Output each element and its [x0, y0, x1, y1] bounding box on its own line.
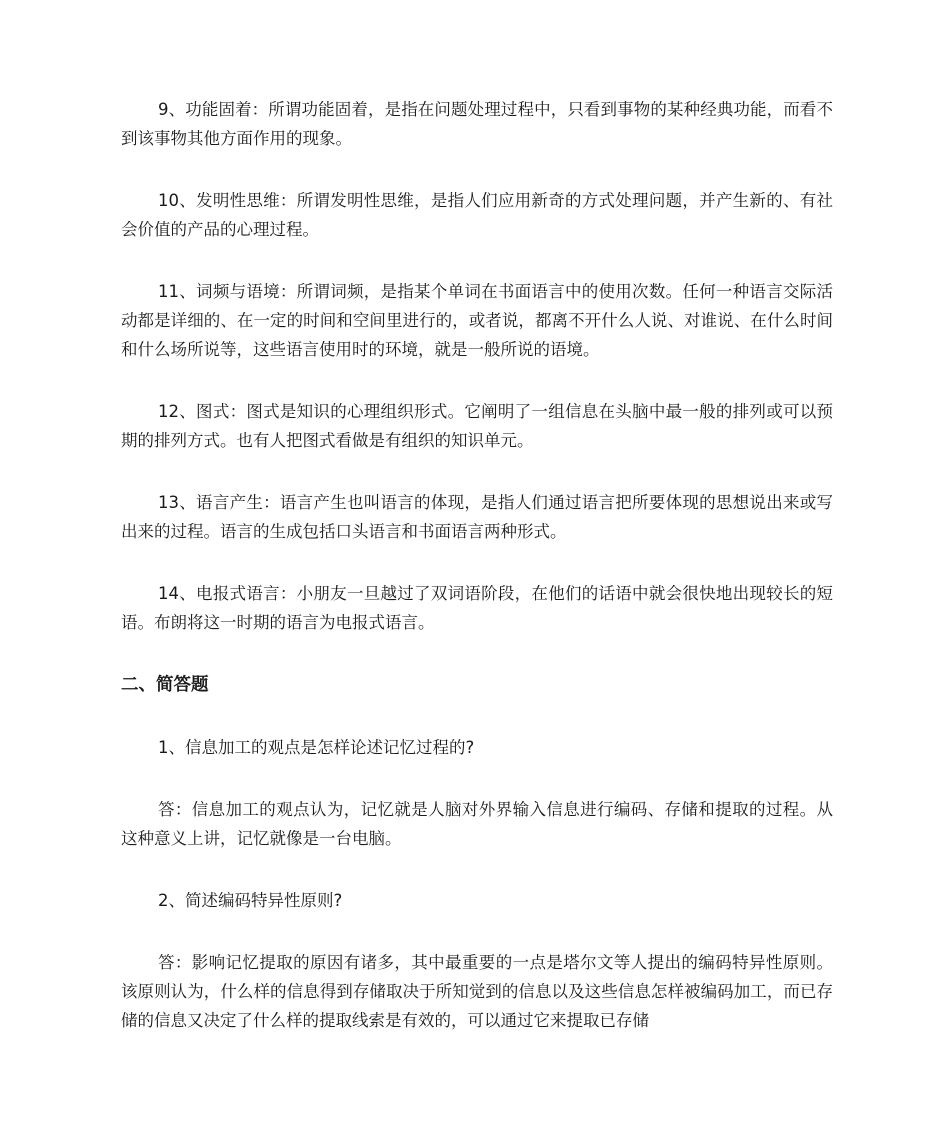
- term-14-paragraph: [121, 579, 833, 637]
- term-12-paragraph: [121, 397, 833, 455]
- term-number: 11、: [158, 282, 197, 301]
- term-13-paragraph: [121, 488, 833, 546]
- term-text: 功能固着：所谓功能固着，是指在问题处理过程中，只看到事物的某种经典功能，而看不到该事物其他方面作用的现象。: [121, 100, 834, 148]
- term-10-paragraph: [121, 186, 833, 244]
- term-number: 12、: [158, 402, 197, 421]
- question-1: 1、信息加工的观点是怎样论述记忆过程的?: [158, 738, 475, 757]
- term-text: 词频与语境：所谓词频，是指某个单词在书面语言中的使用次数。任何一种语言交际活动都是详细的、在一定的时间和空间里进行的，或者说，都离不开什么人说、对谁说、在什么时间和什么场所说等，这些语言使用时的环境，就是一般所说的语境。: [121, 282, 834, 359]
- term-9-paragraph: [121, 95, 833, 153]
- term-number: 13、: [158, 493, 197, 512]
- term-number: 14、: [158, 584, 197, 603]
- term-text: 语言产生：语言产生也叫语言的体现，是指人们通过语言把所要体现的思想说出来或写出来的过程。语言的生成包括口头语言和书面语言两种形式。: [121, 493, 834, 541]
- answer-1: 答：信息加工的观点认为，记忆就是人脑对外界输入信息进行编码、存储和提取的过程。从这种意义上讲，记忆就像是一台电脑。: [121, 800, 833, 848]
- question-2: 2、简述编码特异性原则?: [158, 891, 343, 910]
- term-number: 9、: [158, 100, 186, 119]
- term-11-paragraph: [121, 277, 833, 364]
- term-text: 发明性思维：所谓发明性思维，是指人们应用新奇的方式处理问题，并产生新的、有社会价值的产品的心理过程。: [121, 191, 834, 239]
- term-number: 10、: [158, 191, 197, 210]
- term-text: 电报式语言：小朋友一旦越过了双词语阶段，在他们的话语中就会很快地出现较长的短语。布朗将这一时期的语言为电报式语言。: [121, 584, 834, 632]
- section-heading: 二、简答题: [121, 675, 209, 695]
- term-text: 图式：图式是知识的心理组织形式。它阐明了一组信息在头脑中最一般的排列或可以预期的排列方式。也有人把图式看做是有组织的知识单元。: [121, 402, 834, 450]
- answer-2: 答：影响记忆提取的原因有诸多，其中最重要的一点是塔尔文等人提出的编码特异性原则。该原则认为，什么样的信息得到存储取决于所知觉到的信息以及这些信息怎样被编码加工，而已存储的信息又决定了什么样的提取线索是有效的，可以通过它来提取已存储: [121, 953, 833, 1030]
